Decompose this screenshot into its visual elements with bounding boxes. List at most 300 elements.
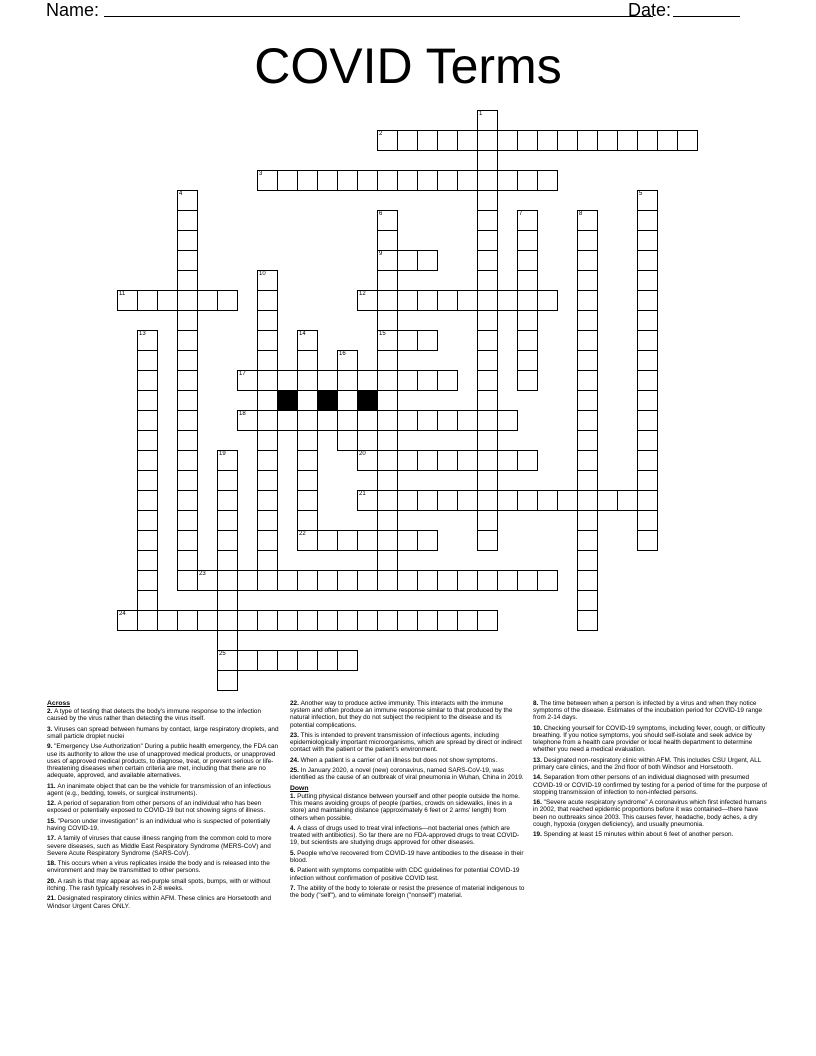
grid-cell[interactable] xyxy=(517,130,538,151)
grid-cell[interactable] xyxy=(417,490,438,511)
down-clue: 1. Putting physical distance between yourself and other people outside the home. This means avoiding groups of people (parties, crowds on sidewalks, lines in a store) and maintaining distance (approximately 6 feet or 2 arms' length) from others when possible. xyxy=(290,792,520,822)
grid-cell[interactable] xyxy=(497,570,518,591)
grid-cell[interactable] xyxy=(177,510,198,531)
grid-cell[interactable] xyxy=(577,530,598,551)
grid-cell[interactable] xyxy=(437,610,458,631)
down-clue: 7. The ability of the body to tolerate or resist the presence of material indigenous to the body ("self"), and to eliminate foreign ("nonself") material. xyxy=(290,884,525,900)
grid-cell[interactable] xyxy=(177,550,198,571)
grid-cell[interactable] xyxy=(237,610,258,631)
grid-cell[interactable] xyxy=(257,430,278,451)
grid-cell[interactable] xyxy=(637,430,658,451)
grid-cell[interactable] xyxy=(397,290,418,311)
grid-cell[interactable] xyxy=(317,570,338,591)
grid-cell[interactable] xyxy=(517,310,538,331)
grid-cell[interactable] xyxy=(477,350,498,371)
grid-cell[interactable] xyxy=(337,370,358,391)
grid-cell[interactable] xyxy=(137,430,158,451)
grid-cell[interactable] xyxy=(177,310,198,331)
grid-cell[interactable] xyxy=(257,650,278,671)
grid-cell[interactable] xyxy=(457,450,478,471)
grid-cell[interactable] xyxy=(177,530,198,551)
grid-cell[interactable] xyxy=(637,490,658,511)
grid-cell[interactable] xyxy=(477,150,498,171)
grid-cell[interactable] xyxy=(137,390,158,411)
grid-cell[interactable] xyxy=(397,530,418,551)
grid-cell[interactable] xyxy=(577,410,598,431)
grid-cell[interactable] xyxy=(337,170,358,191)
grid-cell[interactable] xyxy=(137,350,158,371)
grid-cell[interactable] xyxy=(297,490,318,511)
grid-cell[interactable] xyxy=(297,650,318,671)
grid-cell[interactable] xyxy=(437,450,458,471)
grid-cell[interactable] xyxy=(397,490,418,511)
grid-cell[interactable] xyxy=(117,610,138,631)
grid-cell[interactable] xyxy=(377,210,398,231)
grid-cell[interactable] xyxy=(577,270,598,291)
grid-cell[interactable] xyxy=(537,570,558,591)
grid-cell[interactable] xyxy=(497,290,518,311)
grid-cell[interactable] xyxy=(257,390,278,411)
grid-cell[interactable] xyxy=(117,290,138,311)
grid-cell[interactable] xyxy=(477,170,498,191)
grid-cell[interactable] xyxy=(297,510,318,531)
grid-cell[interactable] xyxy=(517,250,538,271)
grid-cell[interactable] xyxy=(537,170,558,191)
grid-cell[interactable] xyxy=(177,570,198,591)
grid-cell[interactable] xyxy=(357,410,378,431)
grid-cell[interactable] xyxy=(377,130,398,151)
grid-cell[interactable] xyxy=(377,330,398,351)
grid-cell[interactable] xyxy=(577,550,598,571)
grid-cell[interactable] xyxy=(297,570,318,591)
grid-cell[interactable] xyxy=(557,130,578,151)
grid-cell[interactable] xyxy=(537,290,558,311)
grid-cell[interactable] xyxy=(177,450,198,471)
grid-cell[interactable] xyxy=(377,250,398,271)
grid-cell[interactable] xyxy=(157,290,178,311)
grid-cell[interactable] xyxy=(577,370,598,391)
grid-cell[interactable] xyxy=(217,670,238,691)
grid-cell[interactable] xyxy=(217,510,238,531)
grid-cell[interactable] xyxy=(477,370,498,391)
grid-cell[interactable] xyxy=(497,490,518,511)
grid-cell[interactable] xyxy=(417,170,438,191)
grid-cell[interactable] xyxy=(297,350,318,371)
grid-cell[interactable] xyxy=(637,390,658,411)
grid-cell[interactable] xyxy=(357,290,378,311)
grid-cell[interactable] xyxy=(177,210,198,231)
grid-cell[interactable] xyxy=(277,610,298,631)
grid-cell[interactable] xyxy=(437,370,458,391)
grid-cell[interactable] xyxy=(397,610,418,631)
grid-cell[interactable] xyxy=(237,370,258,391)
grid-cell[interactable] xyxy=(457,290,478,311)
grid-cell[interactable] xyxy=(337,350,358,371)
grid-cell[interactable] xyxy=(457,490,478,511)
grid-cell[interactable] xyxy=(577,390,598,411)
grid-cell[interactable] xyxy=(237,570,258,591)
grid-cell[interactable] xyxy=(497,170,518,191)
grid-cell[interactable] xyxy=(377,430,398,451)
grid-cell[interactable] xyxy=(577,250,598,271)
grid-cell[interactable] xyxy=(217,290,238,311)
grid-cell[interactable] xyxy=(337,650,358,671)
grid-cell[interactable] xyxy=(357,490,378,511)
grid-cell[interactable] xyxy=(477,250,498,271)
grid-cell[interactable] xyxy=(257,530,278,551)
grid-cell[interactable] xyxy=(517,450,538,471)
grid-cell[interactable] xyxy=(377,510,398,531)
grid-cell[interactable] xyxy=(417,290,438,311)
grid-cell[interactable] xyxy=(217,650,238,671)
grid-cell[interactable] xyxy=(257,170,278,191)
grid-cell[interactable] xyxy=(297,370,318,391)
grid-cell[interactable] xyxy=(377,350,398,371)
grid-cell[interactable] xyxy=(357,170,378,191)
clue-number: 23 xyxy=(199,571,206,577)
grid-cell[interactable] xyxy=(477,490,498,511)
grid-cell[interactable] xyxy=(377,530,398,551)
grid-cell[interactable] xyxy=(257,410,278,431)
grid-cell[interactable] xyxy=(377,490,398,511)
grid-cell[interactable] xyxy=(497,450,518,471)
grid-cell[interactable] xyxy=(377,270,398,291)
grid-cell[interactable] xyxy=(457,610,478,631)
grid-cell[interactable] xyxy=(257,490,278,511)
clue-number: 6 xyxy=(379,211,383,217)
grid-cell[interactable] xyxy=(217,550,238,571)
grid-cell[interactable] xyxy=(337,410,358,431)
grid-cell[interactable] xyxy=(537,130,558,151)
grid-cell[interactable] xyxy=(537,490,558,511)
grid-cell[interactable] xyxy=(577,130,598,151)
grid-cell[interactable] xyxy=(437,130,458,151)
grid-cell[interactable] xyxy=(297,330,318,351)
grid-cell[interactable] xyxy=(317,650,338,671)
grid-cell[interactable] xyxy=(297,410,318,431)
grid-cell[interactable] xyxy=(517,370,538,391)
grid-cell[interactable] xyxy=(177,230,198,251)
grid-cell[interactable] xyxy=(397,130,418,151)
grid-cell[interactable] xyxy=(597,130,618,151)
grid-cell[interactable] xyxy=(577,610,598,631)
grid-cell[interactable] xyxy=(177,470,198,491)
grid-cell[interactable] xyxy=(177,290,198,311)
grid-cell[interactable] xyxy=(477,610,498,631)
grid-cell[interactable] xyxy=(177,390,198,411)
grid-cell[interactable] xyxy=(277,370,298,391)
grid-cell[interactable] xyxy=(637,370,658,391)
grid-cell[interactable] xyxy=(577,330,598,351)
grid-cell[interactable] xyxy=(217,610,238,631)
grid-cell[interactable] xyxy=(277,650,298,671)
grid-cell[interactable] xyxy=(577,310,598,331)
grid-cell[interactable] xyxy=(137,450,158,471)
grid-cell[interactable] xyxy=(377,230,398,251)
grid-cell[interactable] xyxy=(357,450,378,471)
grid-cell[interactable] xyxy=(137,410,158,431)
grid-cell[interactable] xyxy=(297,430,318,451)
clue-number: 19 xyxy=(219,451,226,457)
grid-cell[interactable] xyxy=(637,210,658,231)
grid-cell[interactable] xyxy=(297,530,318,551)
grid-cell[interactable] xyxy=(297,450,318,471)
grid-cell[interactable] xyxy=(257,370,278,391)
grid-cell[interactable] xyxy=(377,370,398,391)
grid-cell[interactable] xyxy=(637,270,658,291)
grid-cell[interactable] xyxy=(577,430,598,451)
grid-cell[interactable] xyxy=(577,470,598,491)
grid-cell[interactable] xyxy=(477,390,498,411)
grid-cell[interactable] xyxy=(637,310,658,331)
grid-cell[interactable] xyxy=(337,570,358,591)
grid-cell[interactable] xyxy=(177,250,198,271)
grid-cell[interactable] xyxy=(457,130,478,151)
grid-cell[interactable] xyxy=(637,450,658,471)
grid-cell[interactable] xyxy=(257,310,278,331)
grid-cell[interactable] xyxy=(477,410,498,431)
grid-cell[interactable] xyxy=(517,170,538,191)
grid-cell[interactable] xyxy=(637,470,658,491)
grid-cell[interactable] xyxy=(417,610,438,631)
grid-cell[interactable] xyxy=(297,470,318,491)
grid-cell[interactable] xyxy=(217,530,238,551)
grid-cell[interactable] xyxy=(337,390,358,411)
grid-cell[interactable] xyxy=(337,610,358,631)
grid-cell[interactable] xyxy=(477,530,498,551)
grid-cell[interactable] xyxy=(377,450,398,471)
clue-number: 11 xyxy=(119,291,126,297)
grid-cell[interactable] xyxy=(237,650,258,671)
grid-cell[interactable] xyxy=(257,330,278,351)
grid-cell[interactable] xyxy=(377,390,398,411)
grid-cell[interactable] xyxy=(577,490,598,511)
grid-cell[interactable] xyxy=(277,410,298,431)
grid-cell[interactable] xyxy=(457,170,478,191)
grid-cell[interactable] xyxy=(397,410,418,431)
grid-cell[interactable] xyxy=(137,530,158,551)
grid-cell[interactable] xyxy=(417,250,438,271)
grid-cell[interactable] xyxy=(357,610,378,631)
grid-cell[interactable] xyxy=(477,330,498,351)
grid-cell[interactable] xyxy=(377,470,398,491)
grid-cell[interactable] xyxy=(217,590,238,611)
grid-cell[interactable] xyxy=(637,250,658,271)
grid-cell[interactable] xyxy=(177,490,198,511)
grid-cell[interactable] xyxy=(437,410,458,431)
grid-cell[interactable] xyxy=(337,530,358,551)
grid-cell[interactable] xyxy=(417,530,438,551)
grid-cell[interactable] xyxy=(137,590,158,611)
grid-cell[interactable] xyxy=(637,190,658,211)
grid-cell[interactable] xyxy=(477,470,498,491)
grid-cell[interactable] xyxy=(217,470,238,491)
grid-cell[interactable] xyxy=(397,330,418,351)
grid-cell[interactable] xyxy=(437,570,458,591)
grid-cell[interactable] xyxy=(477,430,498,451)
grid-cell[interactable] xyxy=(477,310,498,331)
grid-cell[interactable] xyxy=(257,470,278,491)
grid-cell[interactable] xyxy=(277,170,298,191)
grid-cell[interactable] xyxy=(137,610,158,631)
grid-cell[interactable] xyxy=(137,470,158,491)
grid-cell[interactable] xyxy=(417,450,438,471)
grid-cell[interactable] xyxy=(477,110,498,131)
grid-cell[interactable] xyxy=(517,230,538,251)
grid-cell[interactable] xyxy=(277,570,298,591)
grid-cell[interactable] xyxy=(137,510,158,531)
grid-cell[interactable] xyxy=(377,550,398,571)
grid-cell[interactable] xyxy=(477,270,498,291)
grid-cell[interactable] xyxy=(317,170,338,191)
grid-cell[interactable] xyxy=(637,410,658,431)
grid-cell[interactable] xyxy=(417,370,438,391)
grid-cell[interactable] xyxy=(377,310,398,331)
grid-cell[interactable] xyxy=(437,490,458,511)
grid-cell[interactable] xyxy=(237,410,258,431)
grid-cell[interactable] xyxy=(417,330,438,351)
grid-cell[interactable] xyxy=(517,290,538,311)
grid-cell[interactable] xyxy=(137,570,158,591)
grid-cell[interactable] xyxy=(217,630,238,651)
grid-cell[interactable] xyxy=(177,330,198,351)
grid-cell[interactable] xyxy=(137,490,158,511)
grid-cell[interactable] xyxy=(437,290,458,311)
grid-cell[interactable] xyxy=(577,210,598,231)
grid-cell[interactable] xyxy=(577,570,598,591)
grid-cell[interactable] xyxy=(397,250,418,271)
grid-cell[interactable] xyxy=(317,610,338,631)
grid-cell[interactable] xyxy=(637,530,658,551)
grid-cell[interactable] xyxy=(257,570,278,591)
grid-cell[interactable] xyxy=(477,510,498,531)
grid-cell[interactable] xyxy=(497,410,518,431)
grid-cell[interactable] xyxy=(397,570,418,591)
grid-cell[interactable] xyxy=(377,570,398,591)
grid-cell[interactable] xyxy=(177,430,198,451)
grid-cell[interactable] xyxy=(317,370,338,391)
grid-cell[interactable] xyxy=(217,450,238,471)
grid-cell[interactable] xyxy=(297,390,318,411)
grid-cell[interactable] xyxy=(257,350,278,371)
grid-cell[interactable] xyxy=(417,570,438,591)
grid-cell[interactable] xyxy=(577,590,598,611)
grid-cell[interactable] xyxy=(317,410,338,431)
grid-cell[interactable] xyxy=(397,450,418,471)
grid-cell[interactable] xyxy=(637,350,658,371)
grid-cell[interactable] xyxy=(357,370,378,391)
grid-cell[interactable] xyxy=(457,410,478,431)
grid-cell[interactable] xyxy=(177,350,198,371)
grid-cell[interactable] xyxy=(517,490,538,511)
grid-cell[interactable] xyxy=(597,490,618,511)
grid-cell[interactable] xyxy=(517,210,538,231)
grid-cell[interactable] xyxy=(477,290,498,311)
grid-cell[interactable] xyxy=(177,610,198,631)
grid-cell[interactable] xyxy=(257,290,278,311)
grid-cell[interactable] xyxy=(377,610,398,631)
grid-cell[interactable] xyxy=(177,270,198,291)
grid-cell[interactable] xyxy=(617,130,638,151)
grid-cell[interactable] xyxy=(417,410,438,431)
grid-cell[interactable] xyxy=(497,130,518,151)
date-label: Date: xyxy=(628,0,672,20)
grid-cell[interactable] xyxy=(477,190,498,211)
grid-cell[interactable] xyxy=(637,330,658,351)
grid-cell[interactable] xyxy=(377,170,398,191)
grid-cell[interactable] xyxy=(317,530,338,551)
grid-cell[interactable] xyxy=(297,170,318,191)
grid-cell[interactable] xyxy=(477,210,498,231)
grid-cell[interactable] xyxy=(357,570,378,591)
grid-cell[interactable] xyxy=(577,290,598,311)
grid-cell[interactable] xyxy=(577,450,598,471)
down-clue: 16. "Severe acute respiratory syndrome" A coronavirus which first infected humans in 2002, that reached epidemic proportions before it was contained—there have been no outbreaks since 2003. This causes fever, headache, body aches, a dry cough, hypoxia (oxygen deficiency), and usually pneumonia. xyxy=(533,799,767,828)
grid-cell[interactable] xyxy=(197,570,218,591)
grid-cell[interactable] xyxy=(217,570,238,591)
grid-cell[interactable] xyxy=(417,130,438,151)
grid-cell[interactable] xyxy=(577,350,598,371)
grid-cell[interactable] xyxy=(397,370,418,391)
grid-cell[interactable] xyxy=(257,610,278,631)
grid-cell[interactable] xyxy=(197,610,218,631)
grid-cell[interactable] xyxy=(457,570,478,591)
grid-cell[interactable] xyxy=(177,410,198,431)
grid-cell[interactable] xyxy=(177,190,198,211)
across-clue: 24. When a patient is a carrier of an illness but does not show symptoms. xyxy=(290,756,498,764)
grid-cell[interactable] xyxy=(137,290,158,311)
grid-cell[interactable] xyxy=(617,490,638,511)
grid-cell[interactable] xyxy=(637,510,658,531)
grid-cell[interactable] xyxy=(217,490,238,511)
grid-cell[interactable] xyxy=(137,370,158,391)
grid-cell[interactable] xyxy=(477,450,498,471)
grid-cell[interactable] xyxy=(377,290,398,311)
grid-cell[interactable] xyxy=(477,570,498,591)
grid-cell[interactable] xyxy=(257,510,278,531)
grid-cell[interactable] xyxy=(177,370,198,391)
grid-cell[interactable] xyxy=(557,490,578,511)
grid-cell[interactable] xyxy=(297,610,318,631)
grid-cell[interactable] xyxy=(517,270,538,291)
grid-cell[interactable] xyxy=(257,550,278,571)
grid-cell[interactable] xyxy=(637,290,658,311)
grid-cell[interactable] xyxy=(477,130,498,151)
grid-cell[interactable] xyxy=(437,170,458,191)
grid-cell[interactable] xyxy=(137,330,158,351)
grid-cell[interactable] xyxy=(637,130,658,151)
grid-cell[interactable] xyxy=(397,170,418,191)
grid-cell[interactable] xyxy=(637,230,658,251)
grid-cell[interactable] xyxy=(577,230,598,251)
grid-cell[interactable] xyxy=(577,510,598,531)
grid-cell[interactable] xyxy=(517,570,538,591)
grid-cell[interactable] xyxy=(157,610,178,631)
grid-cell[interactable] xyxy=(257,270,278,291)
grid-cell[interactable] xyxy=(137,550,158,571)
grid-cell[interactable] xyxy=(257,450,278,471)
grid-cell[interactable] xyxy=(657,130,678,151)
grid-cell[interactable] xyxy=(517,350,538,371)
grid-cell[interactable] xyxy=(337,430,358,451)
black-square xyxy=(317,390,338,411)
grid-cell[interactable] xyxy=(517,330,538,351)
grid-cell[interactable] xyxy=(677,130,698,151)
grid-cell[interactable] xyxy=(377,410,398,431)
grid-cell[interactable] xyxy=(477,230,498,251)
grid-cell[interactable] xyxy=(197,290,218,311)
grid-cell[interactable] xyxy=(357,530,378,551)
